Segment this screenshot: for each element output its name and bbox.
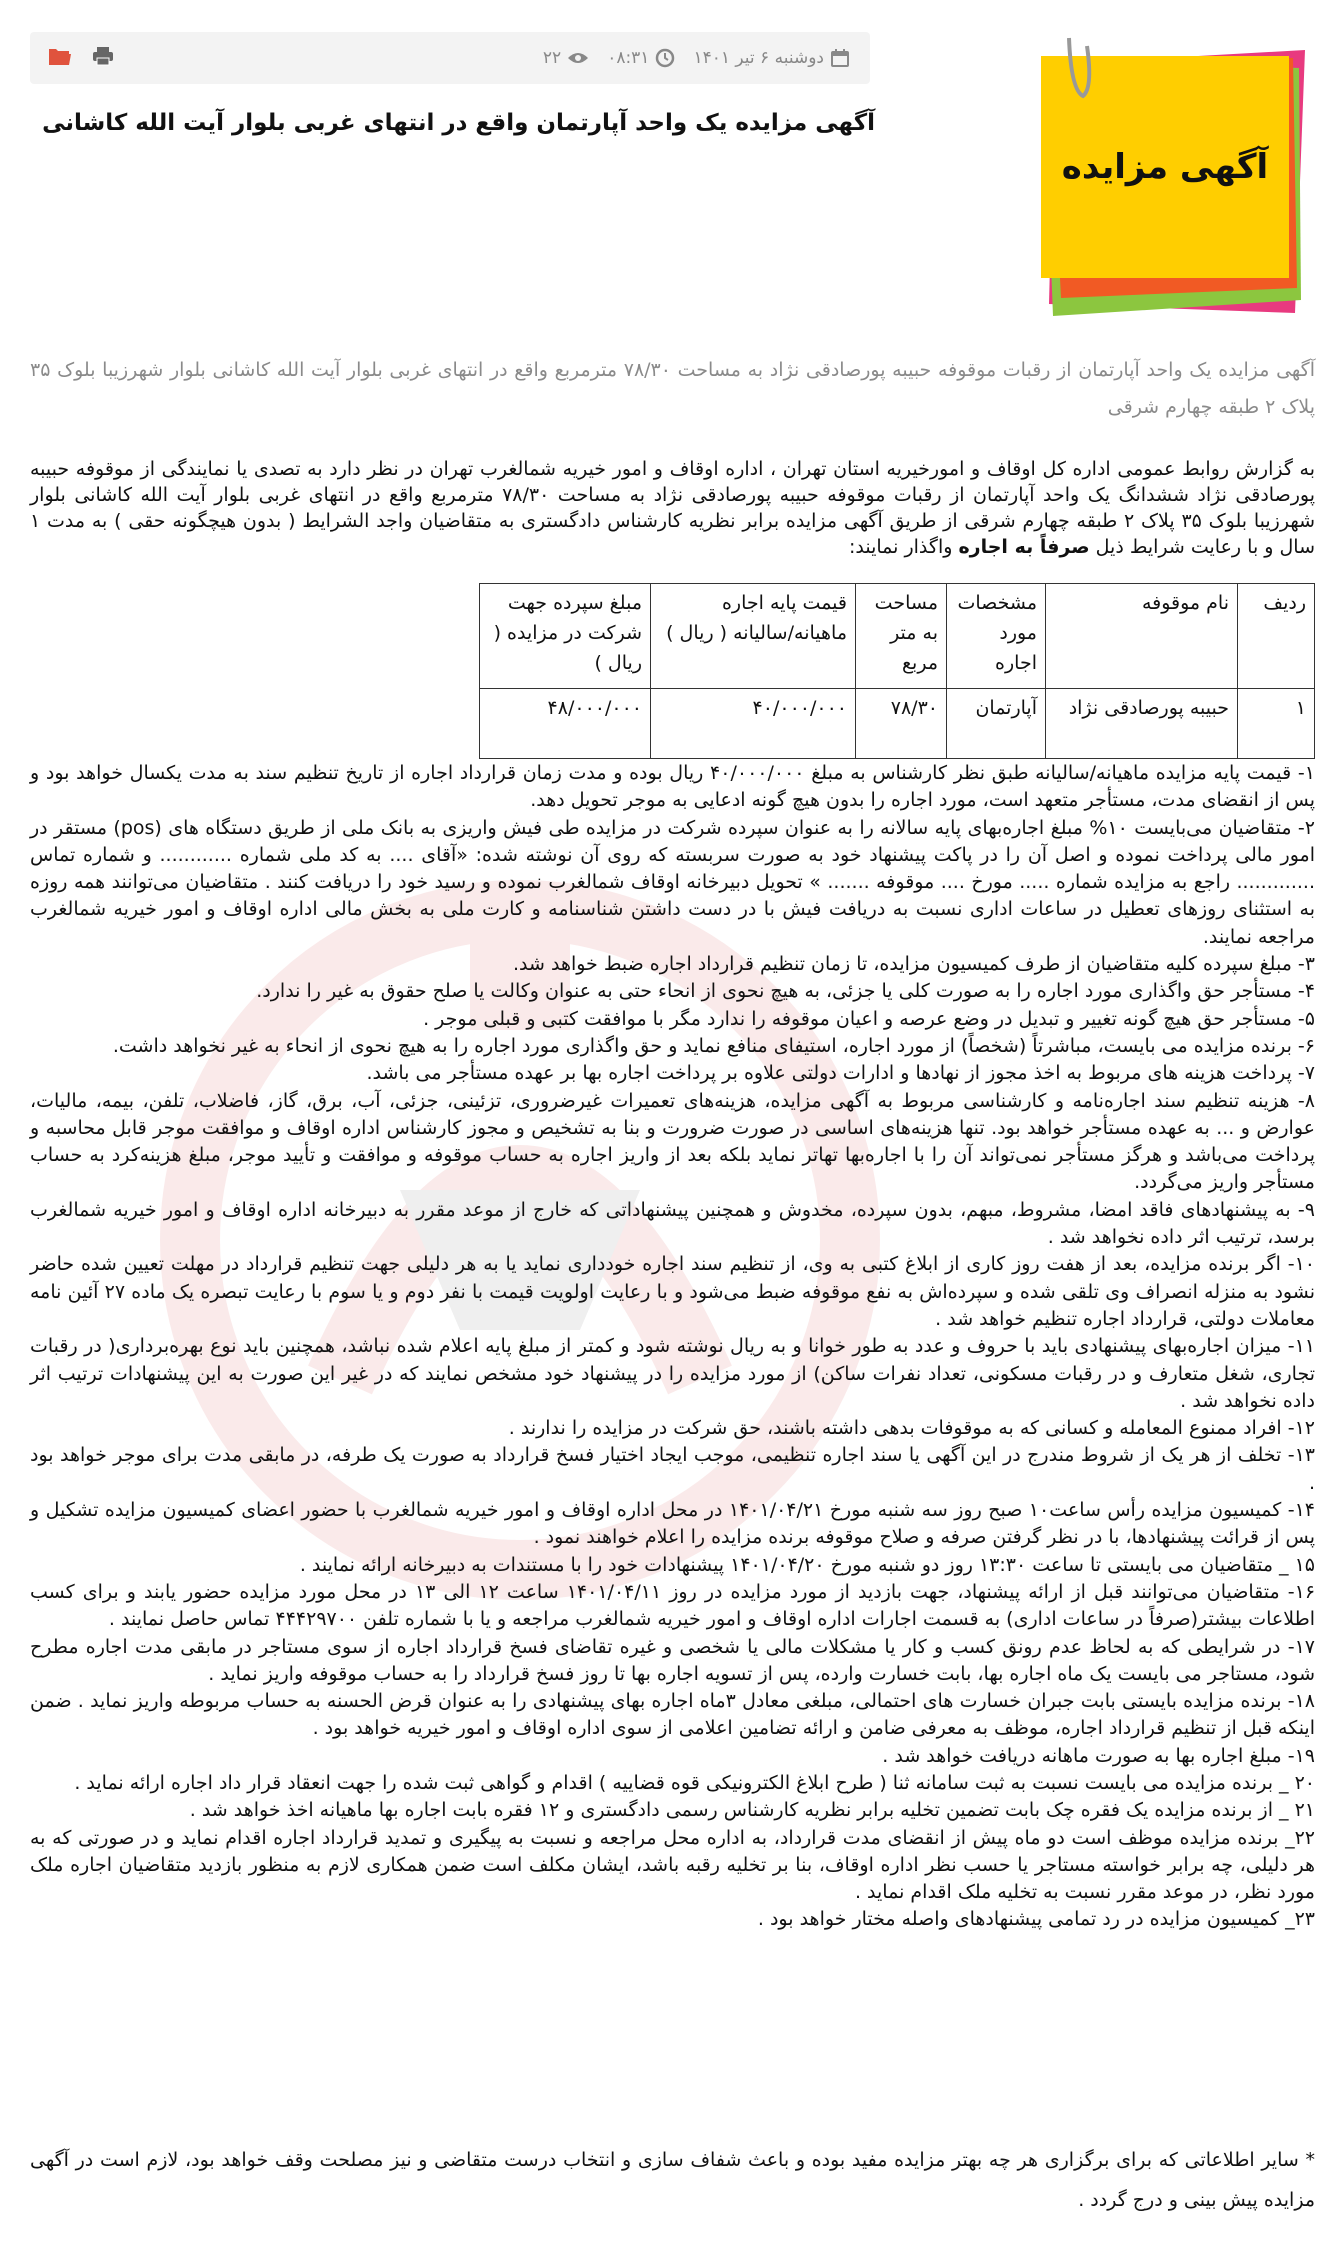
- lease-table: [479, 583, 1315, 759]
- clause: ۷- پرداخت هزینه های مربوط به اخذ مجوز از نهادها و ادارات دولتی علاوه بر پرداخت اجاره بها بر عهده مستأجر می باشد.: [366, 1062, 1315, 1085]
- views: ۲۲: [543, 48, 589, 68]
- clause: ۲۳_ کمیسیون مزایده در رد تمامی پیشنهادهای واصله مختار خواهد بود .: [757, 1908, 1315, 1931]
- table-header-row: [480, 584, 1315, 689]
- clause: ۲۰ _ برنده مزایده می بایست نسبت به ثبت سامانه ثنا ( طرح ابلاغ الکترونیکی قوه قضاییه ) اقدام و گواهی ثبت شده را جهت انعقاد قرار داد اجاره ارائه نماید .: [74, 1771, 1315, 1794]
- clause: ۶- برنده مزایده می بایست، مباشرتاً (شخصاً) از مورد اجاره، استیفای منافع نماید و حق واگذاری مورد اجاره را به هیچ نحوی از انحاء به غیر نخواهد داشت.: [112, 1034, 1315, 1057]
- table-cell: حبیبه پورصادقی نژاد: [1046, 689, 1238, 759]
- table-cell: ۴۸/۰۰۰/۰۰۰: [480, 689, 651, 759]
- clause: ۱۶- متقاضیان می‌توانند قبل از ارائه پیشنهاد، جهت بازدید از مورد مزایده در روز ۱۴۰۱/۰۴/۱۱ ساعت ۱۲ الی ۱۳ در محل مورد مزایده حضور یابند و برای کسب اطلاعات بیشتر(صرفاً در ساعات اداری) به قسمت اجارات اداره اوقاف و امور خیریه شمالغرب مراجعه و یا با شماره تلفن ۴۴۴۲۹۷۰۰ تماس حاصل نمایند .: [30, 1580, 1316, 1631]
- col-header: ردیف: [1238, 584, 1315, 689]
- clause: ۲۲_ برنده مزایده موظف است دو ماه پیش از انقضای مدت قرارداد، به اداره محل مراجعه و نسبت به پیگیری و تمدید قرارداد اجاره اقدام نماید و در صورتی که به هر دلیلی، چه برابر خواسته مستاجر یا حسب نظر اداره اوقاف، بنا بر تخلیه رقبه باشد، ایشان مکلف است ضمن همکاری لازم به منظور بازدید متقاضیان اجاره ملک مورد نظر، در موعد مقرر نسبت به تخلیه ملک اقدام نماید .: [30, 1826, 1315, 1904]
- date: دوشنبه ۶ تیر ۱۴۰۱: [693, 48, 850, 68]
- col-header: مبلغ سپرده جهت شرکت در مزایده ( ریال ): [480, 584, 651, 689]
- clause: ۱۴- کمیسیون مزایده رأس ساعت۱۰ صبح روز سه شنبه مورخ ۱۴۰۱/۰۴/۲۱ در محل اداره اوقاف و امور خیریه شمالغرب با حضور اعضای کمیسیون مزایده تشکیل و پس از قرائت پیشنهادها، با در نظر گرفتن صرفه و صلاح موقوفه برنده مزایده را اعلام خواهند نمود .: [30, 1499, 1316, 1549]
- thumbnail-text: آگهی مزایده: [1061, 147, 1269, 187]
- clause: ۹- به پیشنهادهای فاقد امضا، مشروط، مبهم، بدون سپرده، مخدوش و همچنین پیشنهاداتی که خارج از موعد مقرر به دبیرخانه اداره اوقاف و امور خیریه شمالغرب برسد، ترتیب اثر داده نخواهد شد .: [30, 1198, 1315, 1249]
- auction-thumbnail: [1013, 28, 1311, 316]
- clause: ۵- مستأجر حق هیچ گونه تغییر و تبدیل در وضع عرصه و اعیان موقوفه را ندارد مگر با موافقت کتبی و قبلی موجر .: [423, 1007, 1315, 1030]
- clause: ۴- مستأجر حق واگذاری مورد اجاره را به صورت کلی یا جزئی، به هیچ نحوی از انحاء حتی به عنوان وکالت یا صلح حقوق به غیر را ندارد.: [256, 980, 1315, 1003]
- clause: ۱۲- افراد ممنوع المعامله و کسانی که به موقوفات بدهی داشته باشند، حق شرکت در مزایده را ندارند .: [508, 1417, 1315, 1440]
- clause: ۱۱- میزان اجاره‌بهای پیشنهادی باید با حروف و عدد به طور خوانا و به ریال نوشته شود و کمتر از مبلغ پایه اعلام شده نباشد، همچنین باید نوع بهره‌برداری( در رقبات تجاری، شغل متعارف و در رقبات مسکونی، تعداد نفرات ساکن) از مورد مزایده را در پیشنهاد خود مشخص نمایند که در غیر این صورت به این پیشنهادات ترتیب اثر داده نخواهد شد .: [30, 1335, 1315, 1412]
- col-header: قیمت پایه اجاره ماهیانه/سالیانه ( ریال ): [651, 584, 856, 689]
- table-cell: ۴۰/۰۰۰/۰۰۰: [651, 689, 856, 759]
- clause: ۲۱ _ از برنده مزایده یک فقره چک بابت تضمین تخلیه برابر نظریه کارشناس رسمی دادگستری و ۱۲ فقره بابت اجاره بها ماهیانه اخذ خواهد شد .: [189, 1799, 1315, 1822]
- table-row: [480, 689, 1315, 759]
- time: ۰۸:۳۱: [607, 48, 675, 68]
- col-header: نام موقوفه: [1046, 584, 1238, 689]
- clause: ۱۳- تخلف از هر یک از شروط مندرج در این آگهی یا سند اجاره تنظیمی، موجب ایجاد اختیار فسخ قرارداد به صورت یک طرفه، در مابقی مدت برای موجر خواهد بود .: [30, 1444, 1315, 1494]
- page-title: آگهی مزایده یک واحد آپارتمان واقع در انتهای غربی بلوار آیت الله کاشانی: [42, 110, 875, 136]
- clause: ۳- مبلغ سپرده کلیه متقاضیان از طرف کمیسیون مزایده، تا زمان تنظیم قرارداد اجاره ضبط خواهد شد.: [513, 953, 1315, 976]
- clause: ۱۵ _ متقاضیان می بایستی تا ساعت ۱۳:۳۰ روز دو شنبه مورخ ۱۴۰۱/۰۴/۲۰ پیشنهادات خود را با مستندات به دبیرخانه ارائه نمایند .: [299, 1553, 1315, 1576]
- folder-icon[interactable]: [48, 46, 72, 71]
- footnote: * سایر اطلاعاتی که برای برگزاری هر چه بهتر مزایده مفید بوده و باعث شفاف سازی و انتخاب درست متقاضی و نیز مصلحت وقف خواهد بود، لازم است در آگهی مزایده پیش بینی و درج گردد .: [30, 2149, 1315, 2211]
- clause: ۱۸- برنده مزایده بایستی بابت جبران خسارت های احتمالی، مبلغی معادل ۳ماه اجاره بهای پیشنهادی را به عنوان قرض الحسنه به حساب مربوطه واریز نماید . ضمن اینکه قبل از تنظیم قرارداد اجاره، موظف به معرفی ضامن و ارائه تضامین اعلامی از سوی اداره اوقاف و امور خیریه خواهد بود .: [30, 1690, 1316, 1740]
- print-icon[interactable]: [92, 46, 114, 71]
- calendar-icon: [830, 48, 850, 68]
- col-header: مشخصات مورد اجاره: [947, 584, 1046, 689]
- table-cell: آپارتمان: [947, 689, 1046, 759]
- clauses-list: [30, 760, 1315, 1934]
- col-header: مساحت به متر مربع: [856, 584, 947, 689]
- table-cell: ۱: [1238, 689, 1315, 759]
- clause: ۸- هزینه تنظیم سند اجاره‌نامه و کارشناسی مربوط به آگهی مزایده، هزینه‌های تعمیرات غیرضروری، تزئینی، جزئی، آب، برق، گاز، فاضلاب، تلفن، بیمه، مالیات، عوارض و ... به عهده مستأجر خواهد بود. تنها هزینه‌های اساسی در صورت ضرورت و بنا به تشخیص و مجوز کارشناس اداره اوقاف و موافقت موجر قابل محاسبه و پرداخت می‌باشد و هرگز مستأجر نمی‌تواند آن را با اجاره‌بها تهاتر نماید بلکه بعد از واریز اجاره به حساب موقوفه و موافقت و تأیید موجر، مبلغ هزینه‌کرد به حساب مستأجر واریز می‌گردد.: [30, 1089, 1315, 1194]
- table-cell: ۷۸/۳۰: [856, 689, 947, 759]
- intro-paragraph: به گزارش روابط عمومی اداره کل اوقاف و امورخیریه استان تهران ، اداره اوقاف و امور خیریه شمالغرب تهران در نظر دارد به تصدی یا نمایندگی از موقوفه حبیبه پورصادقی نژاد ششدانگ یک واحد آپارتمان از رقبات موقوفه حبیبه پورصادقی نژاد به مساحت ۷۸/۳۰ مترمربع واقع در انتهای غربی بلوار آیت الله کاشانی بلوار شهرزیبا بلوک ۳۵ پلاک ۲ طبقه چهارم شرقی از طریق آگهی مزایده برابر نظریه کارشناس دادگستری به متقاضیان واجد الشرایط ( بدون هیچگونه حقی ) به مدت ۱ سال و با رعایت شرایط ذیل صرفاً به اجاره واگذار نمایند:: [30, 458, 1316, 558]
- clause: ۱- قیمت پایه مزایده ماهیانه/سالیانه طبق نظر کارشناس به مبلغ ۴۰/۰۰۰/۰۰۰ ریال بوده و مدت زمان قرارداد اجاره از تاریخ تنظیم سند به مدت یکسال خواهد بود و پس از انقضای مدت، مستأجر متعهد است، مورد اجاره را بدون هیچ گونه ادعایی به موجر تحویل دهد.: [30, 762, 1315, 812]
- clause: ۱۷- در شرایطی که به لحاظ عدم رونق کسب و کار یا مشکلات مالی یا شخصی و غیره تقاضای فسخ قرارداد اجاره از سوی مستاجر در مابقی مدت اجاره مطرح شود، مستاجر می بایست یک ماه اجاره بها، بابت خسارت وارده، پس از تسویه اجاره بها تا روز فسخ قرارداد را به حساب موقوفه واریز نماید .: [30, 1635, 1315, 1685]
- meta-bar: [30, 32, 870, 84]
- clock-icon: [655, 48, 675, 68]
- eye-icon: [567, 51, 589, 65]
- lead-paragraph: آگهی مزایده یک واحد آپارتمان از رقبات موقوفه حبیبه پورصادقی نژاد به مساحت ۷۸/۳۰ مترمربع واقع در انتهای غربی بلوار آیت الله کاشانی بلوار شهرزیبا بلوک ۳۵ پلاک ۲ طبقه چهارم شرقی: [30, 359, 1315, 418]
- clause: ۱۰- اگر برنده مزایده، بعد از هفت روز کاری از ابلاغ کتبی به وی، از تنظیم سند اجاره خودداری نماید یا به هر دلیلی جهت تنظیم قرارداد در مهلت تعیین شده حاضر نشود به منزله انصراف وی تلقی شده و سپرده‌اش به نفع موقوفه ضبط می‌شود و با رعایت اولویت قیمت با نفر دوم و یا سوم با رعایت تبصره یک ماده ۲۷ آئین نامه معاملات دولتی، قرارداد اجاره تنظیم خواهد شد .: [30, 1253, 1315, 1330]
- clause: ۱۹- مبلغ اجاره بها به صورت ماهانه دریافت خواهد شد .: [882, 1744, 1315, 1767]
- clause: ۲- متقاضیان می‌بایست ۱۰% مبلغ اجاره‌بهای پایه سالانه را به عنوان سپرده شرکت در مزایده طی فیش واریزی به بانک ملی از طریق دستگاه های (pos) مستقر در امور مالی پرداخت نموده و اصل آن را در پاکت پیشنهاد خود به صورت سربسته که روی آن نوشته شده: «آقای .... به کد ملی شماره ............ و شماره تماس ............. راجع به مزایده شماره ..... مورخ .... موقوفه ....... » تحویل دبیرخانه اوقاف شمالغرب نموده و رسید خود را دریافت کنند . متقاضیان می‌توانند همه روزه به استثنای روزهای تعطیل در ساعات اداری نسبت به دریافت فیش با در دست داشتن شناسنامه و کارت ملی به بخش مالی اداره اوقاف و امور خیریه شمالغرب مراجعه نمایند.: [30, 816, 1315, 948]
